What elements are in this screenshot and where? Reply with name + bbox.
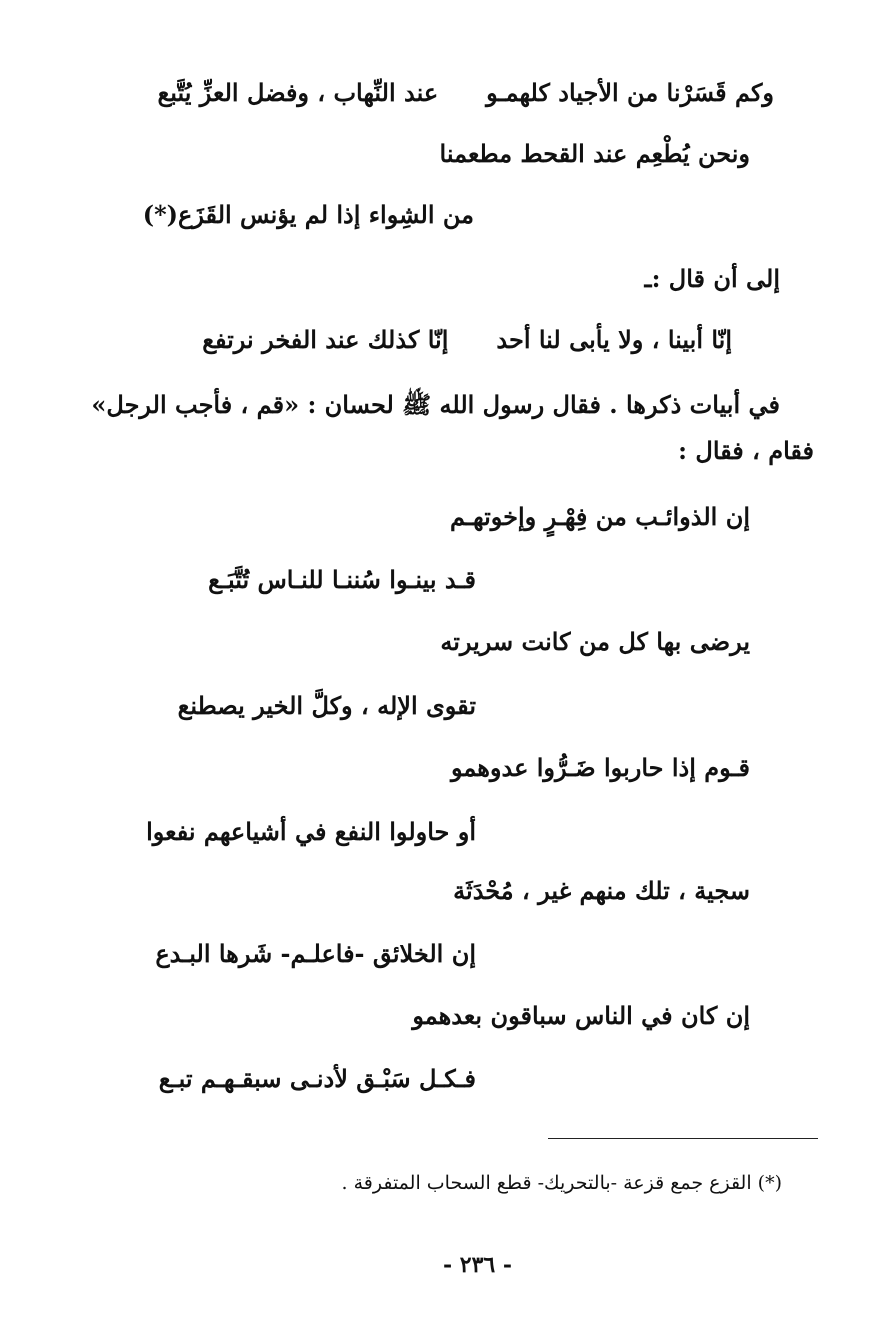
verse-1-first-hemistich: وكم قَسَرْنا من الأجياد كلهمـو [486,78,774,107]
poem-line-2: قـد بينـوا سُننـا للنـاس تُتَّبَـع [208,565,476,594]
verse-1-second-hemistich: عند النِّهاب ، وفضل العزِّ يُتَّبع [157,78,439,107]
poem-line-3: يرضى بها كل من كانت سريرته [440,627,750,656]
poem-line-6: أو حاولوا النفع في أشياعهم نفعوا [146,817,476,846]
prose-line-1: إلى أن قال :ـ [644,264,780,293]
verse-line-4 [202,323,732,357]
prose-line-2: في أبيات ذكرها . فقال رسول الله ﷺ لحسان : «قم ، فأجب الرجل» [91,390,780,419]
page-number: - ٢٣٦ - [442,1252,512,1278]
poem-line-4: تقوى الإله ، وكلَّ الخير يصطنع [177,691,476,720]
footnote-separator [548,1138,818,1139]
verse-line-1 [158,76,775,110]
poem-line-5: قـوم إذا حاربوا ضَـرُّوا عدوهمو [450,753,750,782]
verse-4-first-hemistich: إنّا أبينا ، ولا يأبى لنا أحد [496,325,732,354]
verse-4-second-hemistich: إنّا كذلك عند الفخر نرتفع [202,325,449,354]
poem-line-7: سجية ، تلك منهم غير ، مُحْدَثَة [453,876,750,905]
poem-line-1: إن الذوائـب من فِهْـرٍ وإخوتهـم [450,502,750,531]
poem-line-8: إن الخلائق -فاعلـم- شَرها البـدع [155,939,476,968]
poem-line-10: فـكـل سَبْـق لأدنـى سبقـهـم تبـع [158,1064,476,1093]
verse-line-2: ونحن يُطْعِم عند القحط مطعمنا [439,139,750,168]
poem-line-9: إن كان في الناس سباقون بعدهمو [412,1001,750,1030]
verse-line-3: من الشِواء إذا لم يؤنس القَزَع(*) [142,200,474,229]
footnote: (*) القزع جمع قزعة -بالتحريك- قطع السحاب المتفرقة . [341,1172,782,1194]
prose-line-3: فقام ، فقال : [678,436,814,465]
